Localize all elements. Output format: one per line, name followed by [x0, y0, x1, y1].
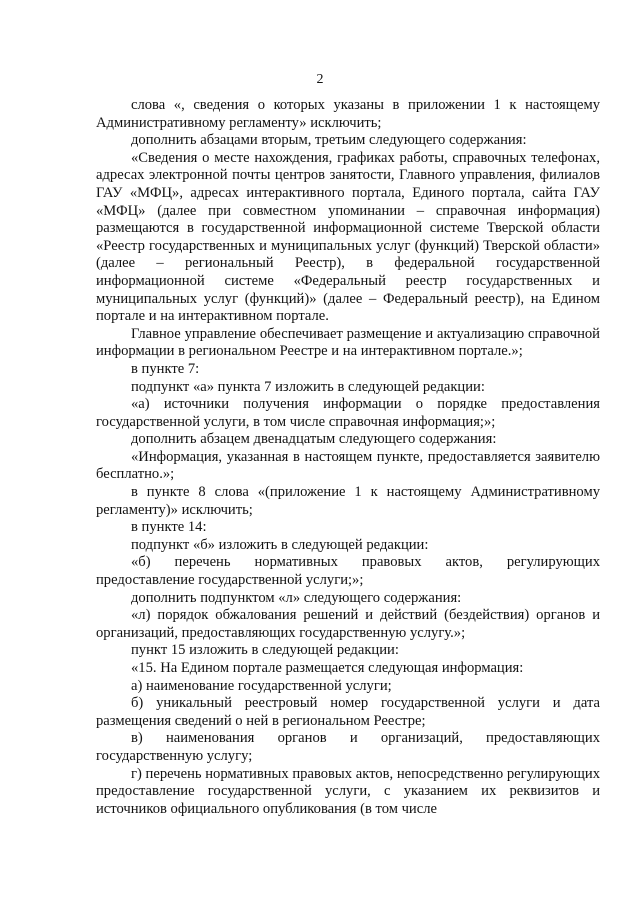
- paragraph-5: в пункте 7:: [131, 360, 200, 377]
- paragraph-6: подпункт «а» пункта 7 изложить в следующей редакции:: [131, 378, 485, 395]
- paragraph-15: «л) порядок обжалования решений и действий (бездействия) органов и организаций, предоставляющих государственную услугу.»;: [96, 607, 600, 641]
- paragraph-9: «Информация, указанная в настоящем пункте, предоставляется заявителю бесплатно.»;: [96, 448, 600, 483]
- page-number: 2: [316, 72, 324, 87]
- paragraph-7: «а) источники получения информации о порядке предоставления государственной услуги, в том числе справочная информация;»;: [96, 396, 600, 430]
- paragraph-14: дополнить подпунктом «л» следующего содержания:: [131, 589, 462, 606]
- paragraph-2: дополнить абзацами вторым, третьим следующего содержания:: [131, 132, 527, 149]
- paragraph-21: г) перечень нормативных правовых актов, непосредственно регулирующих предоставление государственной услуги, с указанием их реквизитов и источников официального опубликования (в том числе: [96, 765, 600, 817]
- paragraph-10: в пункте 8 слова «(приложение 1 к настоящему Административному регламенту)» исключить;: [96, 484, 600, 518]
- paragraph-1: слова «, сведения о которых указаны в приложении 1 к настоящему Административному регламенту» исключить;: [96, 97, 600, 131]
- paragraph-19: б) уникальный реестровый номер государственной услуги и дата размещения сведений о ней в региональном Реестре;: [96, 695, 600, 729]
- paragraph-12: подпункт «б» изложить в следующей редакции:: [131, 536, 429, 553]
- paragraph-13: «б) перечень нормативных правовых актов, регулирующих предоставление государственной услуги;»;: [96, 554, 600, 589]
- paragraph-4: Главное управление обеспечивает размещение и актуализацию справочной информации в региональном Реестре и на интерактивном портале.»;: [96, 325, 600, 360]
- paragraph-16: пункт 15 изложить в следующей редакции:: [131, 642, 399, 659]
- document-body: [96, 97, 600, 818]
- paragraph-18: а) наименование государственной услуги;: [131, 677, 392, 694]
- paragraph-3: «Сведения о месте нахождения, графиках работы, справочных телефонах, адресах электронной почты центров занятости, Главного управления, филиалов ГАУ «МФЦ», адресах интерактивного портала, Единого портала, сайта ГАУ «МФЦ» (далее при совместном упоминании – справочная информация) размещаются в государственной информационной системе Тверской области «Реестр государственных и муниципальных услуг (функций) Тверской области» (далее – региональный Реестр), в федеральной государственной информационной системе «Федеральный реестр государственных и муниципальных услуг (функций)» (далее – Федеральный реестр), на Едином портале и на интерактивном портале.: [96, 149, 600, 325]
- paragraph-11: в пункте 14:: [131, 519, 207, 536]
- paragraph-20: в) наименования органов и организаций, предоставляющих государственную услугу;: [96, 730, 600, 764]
- paragraph-17: «15. На Едином портале размещается следующая информация:: [131, 660, 524, 676]
- paragraph-8: дополнить абзацем двенадцатым следующего содержания:: [131, 431, 497, 448]
